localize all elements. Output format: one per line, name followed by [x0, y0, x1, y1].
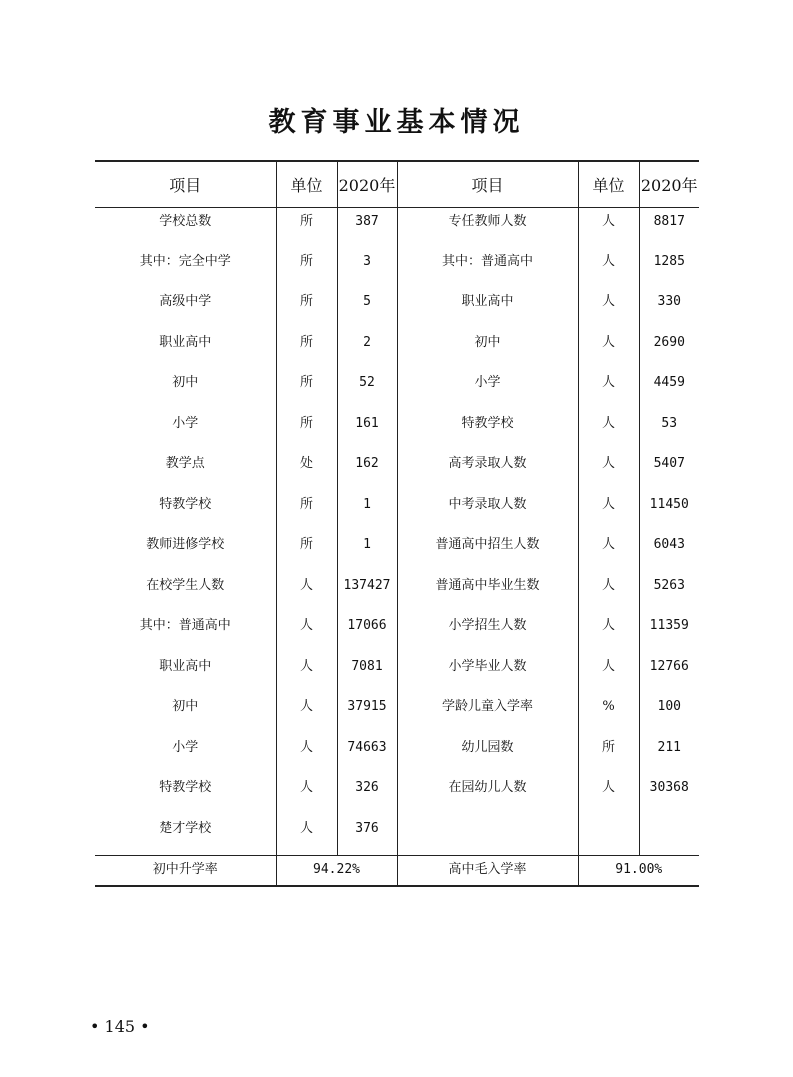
cell-left-item: 楚才学校: [159, 820, 212, 836]
table-row: [95, 207, 699, 248]
cell-left-unit: 人: [276, 572, 337, 613]
table-row: [95, 369, 699, 410]
cell-right-value: 4459: [639, 369, 699, 410]
cell-left-item: 职业高中: [159, 658, 212, 674]
cell-left-unit: 所: [276, 369, 337, 410]
cell-right-unit: [578, 815, 639, 856]
cell-left-value: 17066: [337, 612, 397, 653]
cell-left-unit: 所: [276, 207, 337, 248]
cell-left-item: 其中：普通高中: [139, 618, 231, 633]
cell-right-item: 幼儿园数: [397, 734, 578, 775]
cell-right-unit: 人: [578, 288, 639, 329]
cell-right-unit: 人: [578, 410, 639, 451]
cell-right-item: [397, 815, 578, 856]
cell-right-unit: 人: [578, 248, 639, 289]
cell-left-item: 高级中学: [159, 294, 212, 309]
cell-left-unit: 人: [276, 815, 337, 856]
table-row: [95, 531, 699, 572]
cell-left-unit: 人: [276, 734, 337, 775]
table-row: [95, 774, 699, 815]
cell-right-unit: 人: [578, 207, 639, 248]
cell-right-item: 小学: [397, 369, 578, 410]
cell-left-value: 1: [337, 491, 397, 532]
cell-left-value: 387: [337, 207, 397, 248]
cell-left-unit: 所: [276, 288, 337, 329]
cell-left-item: 教师进修学校: [146, 537, 225, 552]
cell-right-item: 其中：普通高中: [397, 248, 578, 289]
header-left-item: 项目: [169, 175, 202, 195]
cell-left-value: 74663: [337, 734, 397, 775]
cell-right-item: 专任教师人数: [397, 207, 578, 248]
footer-right-value: 91.00%: [578, 855, 699, 886]
header-right-unit: 单位: [578, 161, 639, 207]
cell-right-unit: 人: [578, 531, 639, 572]
cell-left-unit: 所: [276, 248, 337, 289]
cell-left-value: 376: [337, 815, 397, 856]
table-row: [95, 450, 699, 491]
cell-left-value: 326: [337, 774, 397, 815]
page-number: • 145 •: [90, 1017, 150, 1036]
cell-left-unit: 所: [276, 491, 337, 532]
cell-right-value: 12766: [639, 653, 699, 694]
cell-right-unit: 人: [578, 491, 639, 532]
cell-left-value: 3: [337, 248, 397, 289]
cell-right-value: 11450: [639, 491, 699, 532]
cell-right-item: 普通高中招生人数: [397, 531, 578, 572]
cell-left-item: 在校学生人数: [146, 577, 225, 593]
cell-left-unit: 人: [276, 693, 337, 734]
table-row: [95, 815, 699, 856]
cell-right-item: 在园幼儿人数: [397, 774, 578, 815]
cell-right-unit: 人: [578, 612, 639, 653]
cell-left-value: 162: [337, 450, 397, 491]
cell-right-value: 5263: [639, 572, 699, 613]
cell-right-value: 5407: [639, 450, 699, 491]
table-body: [95, 207, 699, 855]
cell-right-item: 高考录取人数: [397, 450, 578, 491]
cell-left-item: 小学: [172, 739, 199, 755]
table-row: [95, 288, 699, 329]
table-footer-row: [95, 855, 699, 886]
cell-right-item: 学龄儿童入学率: [397, 693, 578, 734]
cell-right-unit: 人: [578, 774, 639, 815]
education-stats-table: [95, 160, 699, 887]
table-row: [95, 653, 699, 694]
cell-left-value: 1: [337, 531, 397, 572]
cell-right-item: 中考录取人数: [397, 491, 578, 532]
cell-right-value: 211: [639, 734, 699, 775]
cell-left-item: 特教学校: [159, 496, 212, 512]
cell-right-unit: 人: [578, 329, 639, 370]
table-row: [95, 693, 699, 734]
cell-right-unit: 人: [578, 450, 639, 491]
cell-left-item: 职业高中: [159, 334, 212, 350]
cell-right-value: 11359: [639, 612, 699, 653]
cell-left-value: 2: [337, 329, 397, 370]
cell-right-unit: %: [578, 693, 639, 734]
cell-right-item: 小学毕业人数: [397, 653, 578, 694]
cell-right-unit: 人: [578, 572, 639, 613]
cell-right-item: 特教学校: [397, 410, 578, 451]
cell-right-value: 1285: [639, 248, 699, 289]
cell-right-item: 小学招生人数: [397, 612, 578, 653]
page-title: 教育事业基本情况: [268, 107, 525, 138]
cell-right-item: 职业高中: [397, 288, 578, 329]
cell-left-item: 小学: [172, 415, 199, 431]
cell-left-unit: 人: [276, 653, 337, 694]
cell-right-value: 330: [639, 288, 699, 329]
table-row: [95, 572, 699, 613]
cell-left-unit: 人: [276, 774, 337, 815]
cell-right-value: 8817: [639, 207, 699, 248]
cell-left-item: 特教学校: [159, 780, 212, 795]
cell-left-item: 教学点: [165, 456, 205, 471]
cell-left-unit: 处: [276, 450, 337, 491]
header-right-year: 2020年: [639, 161, 699, 207]
cell-right-value: 2690: [639, 329, 699, 370]
table-row: [95, 612, 699, 653]
footer-right-item: 高中毛入学率: [397, 855, 578, 886]
table-row: [95, 248, 699, 289]
cell-left-value: 5: [337, 288, 397, 329]
cell-right-value: 53: [639, 410, 699, 451]
table-row: [95, 491, 699, 532]
cell-left-unit: 人: [276, 612, 337, 653]
cell-left-value: 137427: [337, 572, 397, 613]
cell-left-item: 其中：完全中学: [139, 253, 231, 269]
table-row: [95, 410, 699, 451]
header-left-year: 2020年: [337, 161, 397, 207]
cell-left-value: 37915: [337, 693, 397, 734]
table-header-row: [95, 161, 699, 207]
header-right-item: 项目: [397, 161, 578, 207]
cell-right-value: [639, 815, 699, 856]
cell-left-value: 7081: [337, 653, 397, 694]
cell-right-unit: 人: [578, 653, 639, 694]
cell-left-unit: 所: [276, 329, 337, 370]
cell-right-unit: 人: [578, 369, 639, 410]
footer-left-value: 94.22%: [276, 855, 397, 886]
table-row: [95, 734, 699, 775]
cell-left-item: 初中: [172, 375, 199, 390]
cell-right-unit: 所: [578, 734, 639, 775]
cell-left-item: 学校总数: [159, 213, 212, 229]
cell-left-value: 52: [337, 369, 397, 410]
cell-right-value: 30368: [639, 774, 699, 815]
cell-left-value: 161: [337, 410, 397, 451]
header-left-unit: 单位: [276, 161, 337, 207]
cell-right-item: 初中: [397, 329, 578, 370]
cell-left-unit: 所: [276, 531, 337, 572]
cell-left-unit: 所: [276, 410, 337, 451]
cell-right-value: 100: [639, 693, 699, 734]
cell-left-item: 初中: [172, 699, 199, 714]
cell-right-item: 普通高中毕业生数: [397, 572, 578, 613]
cell-right-value: 6043: [639, 531, 699, 572]
table-row: [95, 329, 699, 370]
footer-left-item: 初中升学率: [152, 862, 218, 878]
